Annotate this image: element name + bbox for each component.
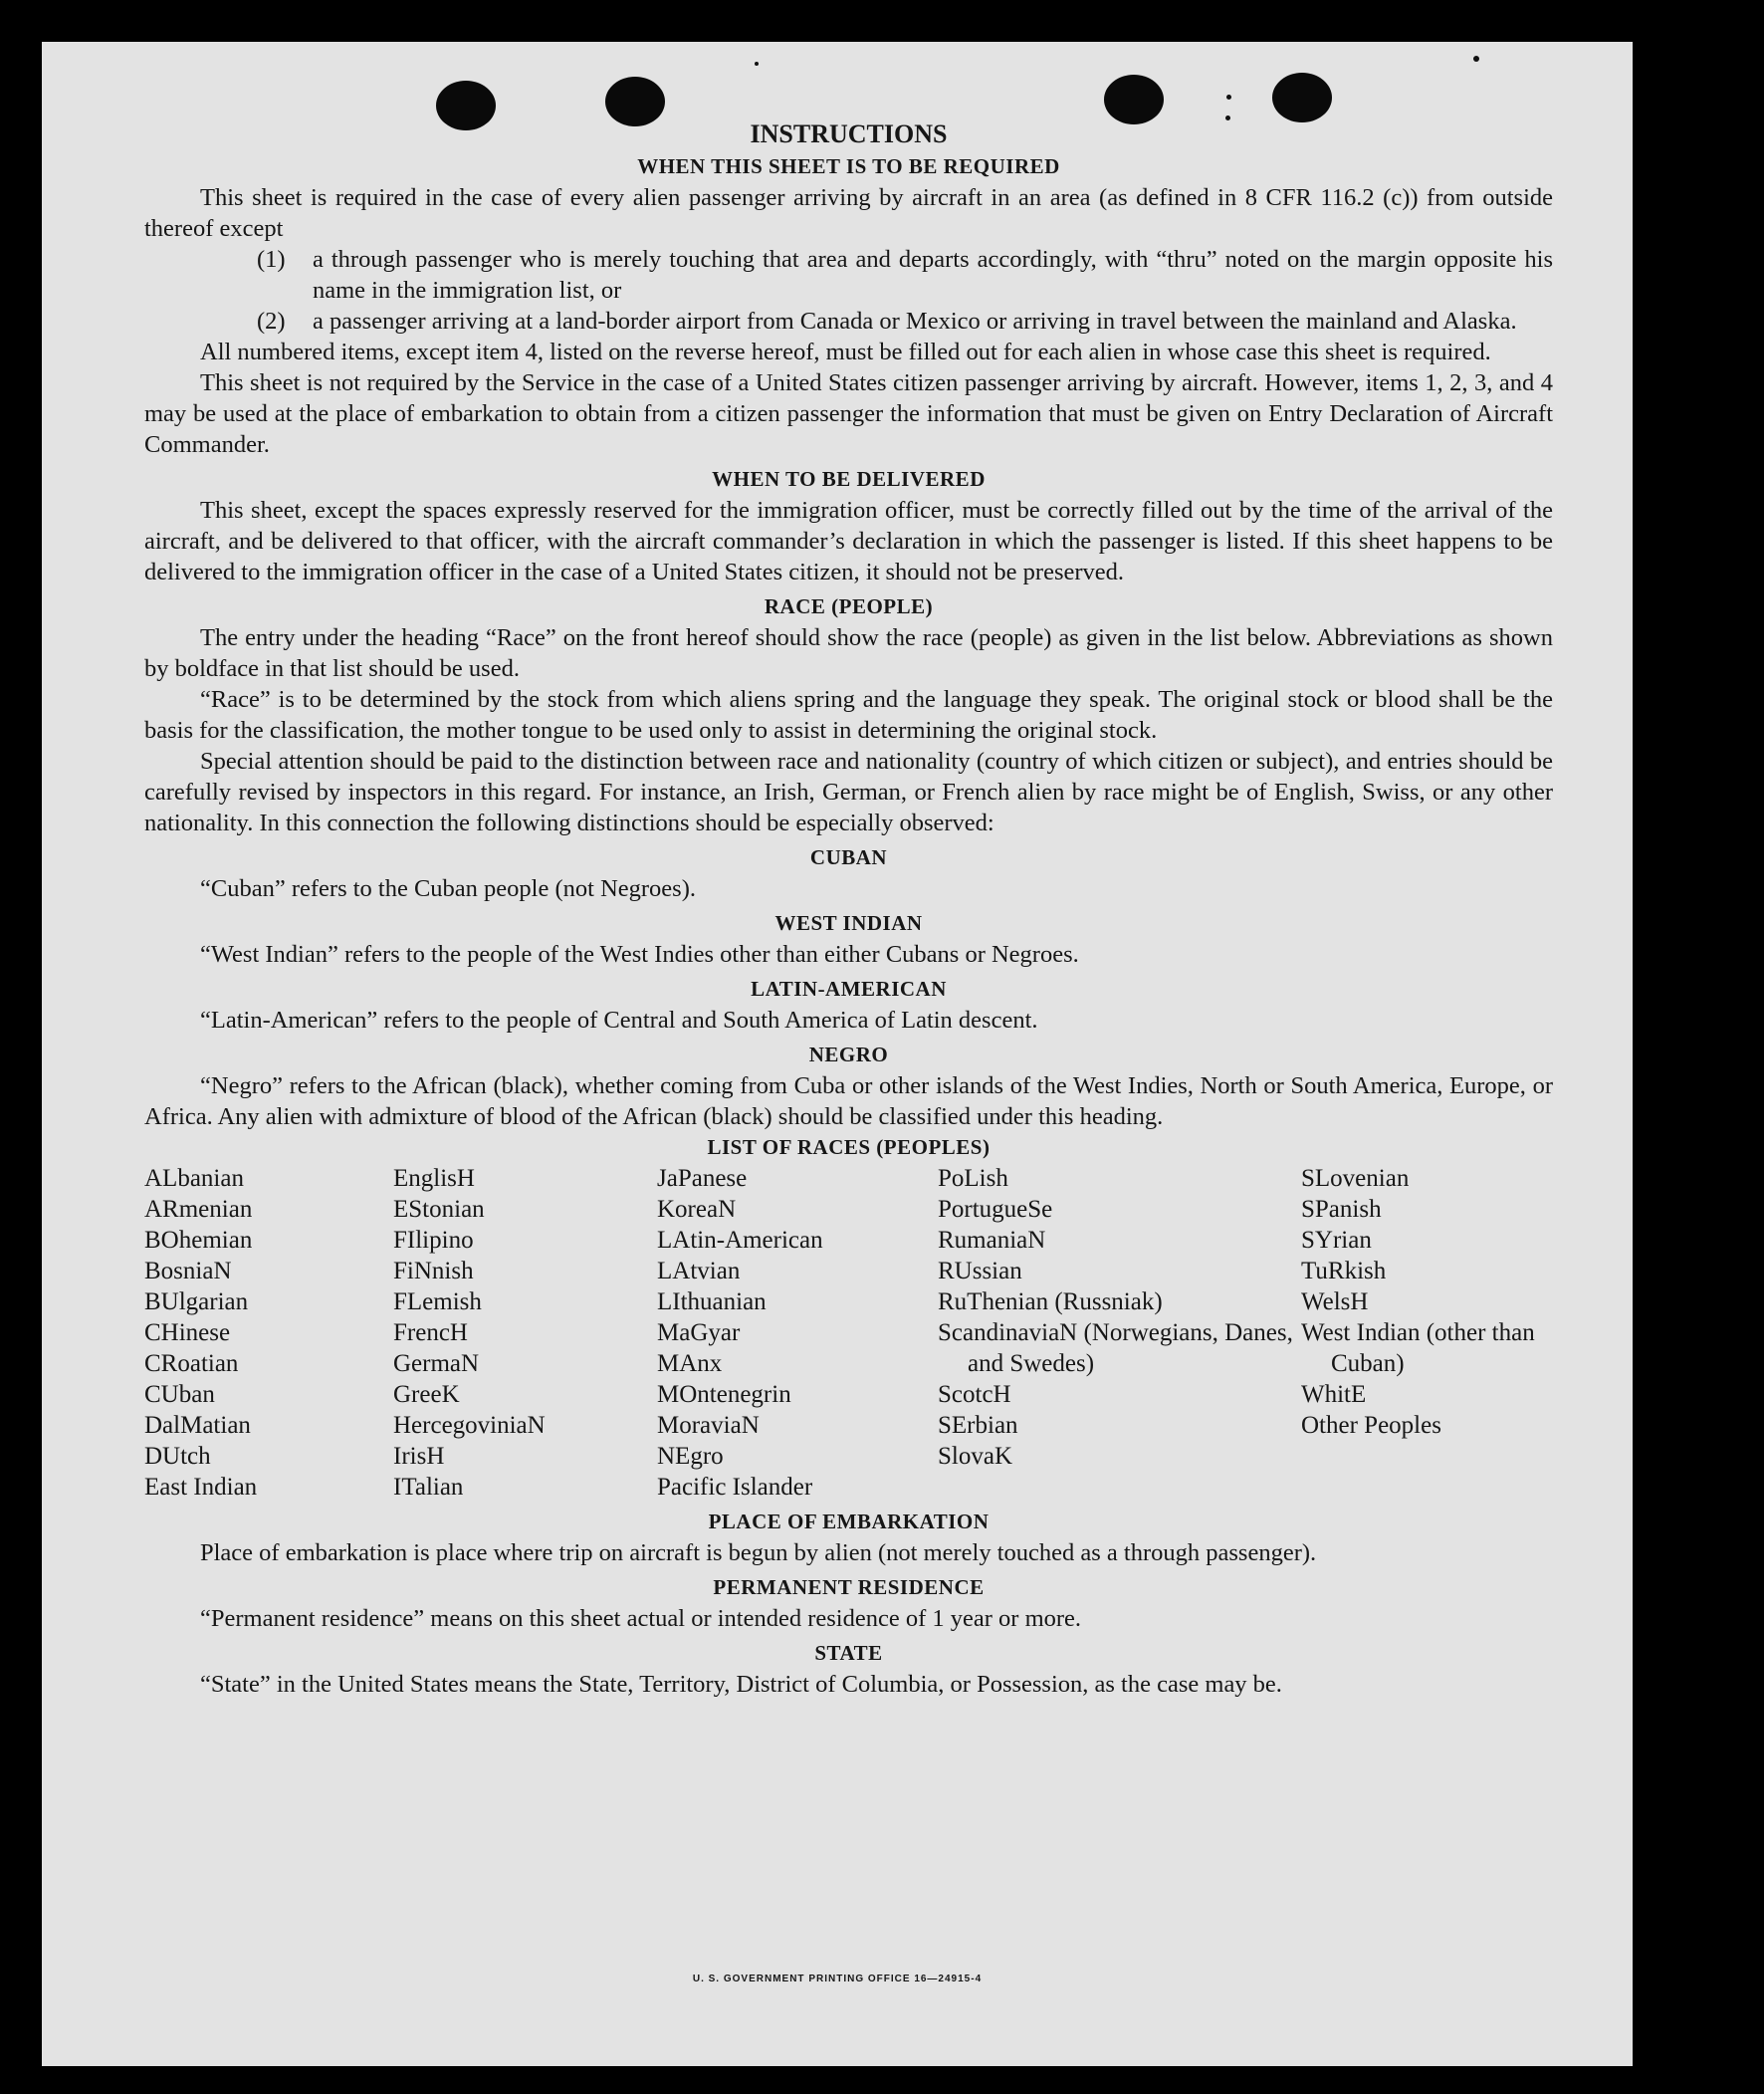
race-entry: CRoatian bbox=[144, 1350, 239, 1377]
section-heading: WHEN THIS SHEET IS TO BE REQUIRED bbox=[637, 154, 1060, 178]
race-entry: BOhemian bbox=[144, 1227, 253, 1254]
race-entry: JaPanese bbox=[657, 1165, 748, 1192]
race-entry: BUlgarian bbox=[144, 1288, 249, 1315]
list-item bbox=[257, 244, 1553, 306]
race-entry: GreeK bbox=[393, 1381, 460, 1408]
paragraph: “Cuban” refers to the Cuban people (not Negroes). bbox=[200, 875, 696, 902]
section-heading: PLACE OF EMBARKATION bbox=[708, 1510, 990, 1533]
race-entry: RUssian bbox=[938, 1258, 1022, 1284]
races-column bbox=[393, 1163, 657, 1503]
section-heading: NEGRO bbox=[808, 1043, 889, 1066]
section-heading: WEST INDIAN bbox=[774, 911, 923, 935]
paragraph: Place of embarkation is place where trip on aircraft is begun by alien (not merely touched as a through passenger). bbox=[200, 1539, 1317, 1566]
race-entry: SErbian bbox=[938, 1412, 1018, 1439]
race-entry: IrisH bbox=[393, 1443, 445, 1470]
section-heading: STATE bbox=[814, 1641, 883, 1665]
section-heading: LATIN-AMERICAN bbox=[751, 977, 947, 1001]
punch-hole bbox=[1272, 73, 1332, 122]
race-entry: FLemish bbox=[393, 1288, 482, 1315]
printer-imprint: U. S. GOVERNMENT PRINTING OFFICE 16—24915-4 bbox=[692, 1974, 983, 1984]
race-entry: MOntenegrin bbox=[657, 1381, 791, 1408]
paragraph: This sheet, except the spaces expressly reserved for the immigration officer, must be correctly filled out by the time of the arrival of the aircraft, and be delivered to that officer, with the aircraft commander’s declaration in which the passenger is listed. If this sheet happens to be delivered to the immigration officer in the case of a United States citizen, it should not be preserved. bbox=[144, 497, 1553, 585]
race-entry: SLovenian bbox=[1301, 1165, 1410, 1192]
race-entry: WhitE bbox=[1301, 1381, 1367, 1408]
race-entry: GermaN bbox=[393, 1350, 480, 1377]
section-heading: CUBAN bbox=[809, 845, 888, 869]
race-entry: WelsH bbox=[1301, 1288, 1369, 1315]
item-number: (1) bbox=[257, 246, 286, 273]
speck bbox=[755, 62, 759, 66]
paragraph: “State” in the United States means the State, Territory, District of Columbia, or Possession, as the case may be. bbox=[200, 1671, 1282, 1698]
races-column bbox=[144, 1163, 393, 1503]
paragraph: This sheet is not required by the Service in the case of a United States citizen passenger arriving by aircraft. However, items 1, 2, 3, and 4 may be used at the place of embarkation to obtain from a citizen passenger the information that must be given on Entry Declaration of Aircraft Commander. bbox=[144, 369, 1553, 458]
race-entry: ARmenian bbox=[144, 1196, 253, 1223]
race-entry: ITalian bbox=[393, 1474, 464, 1501]
race-entry: ALbanian bbox=[144, 1165, 244, 1192]
race-entry: Other Peoples bbox=[1301, 1412, 1441, 1439]
race-entry: PoLish bbox=[938, 1165, 1008, 1192]
race-entry: NEgro bbox=[657, 1443, 724, 1470]
race-entry: LAtvian bbox=[657, 1258, 741, 1284]
speck bbox=[1473, 56, 1479, 62]
race-entry: SlovaK bbox=[938, 1443, 1012, 1470]
race-entry: CUban bbox=[144, 1381, 215, 1408]
section-heading: WHEN TO BE DELIVERED bbox=[712, 467, 986, 491]
race-entry: ScandinaviaN (Norwegians, Danes, and Swedes) bbox=[938, 1319, 1293, 1377]
paragraph: “Race” is to be determined by the stock from which aliens spring and the language they speak. The original stock or blood shall be the basis for the classification, the mother tongue to be used only to assist in determining the original stock. bbox=[144, 686, 1553, 744]
race-entry: HercegoviniaN bbox=[393, 1412, 546, 1439]
document-sheet bbox=[42, 42, 1633, 2066]
race-entry: MoraviaN bbox=[657, 1412, 760, 1439]
race-entry: West Indian (other than Cuban) bbox=[1301, 1319, 1535, 1377]
race-entry: ScotcH bbox=[938, 1381, 1011, 1408]
paragraph: “Latin-American” refers to the people of Central and South America of Latin descent. bbox=[200, 1007, 1038, 1034]
speck bbox=[1226, 95, 1231, 100]
race-entry: FIlipino bbox=[393, 1227, 474, 1254]
race-entry: DUtch bbox=[144, 1443, 211, 1470]
race-entry: EStonian bbox=[393, 1196, 485, 1223]
section-heading: LIST OF RACES (PEOPLES) bbox=[707, 1135, 991, 1159]
race-entry: Pacific Islander bbox=[657, 1474, 813, 1501]
paragraph: “Negro” refers to the African (black), whether coming from Cuba or other islands of the West Indies, North or South America, Europe, or Africa. Any alien with admixture of blood of the African (black) should be classified under this heading. bbox=[144, 1072, 1553, 1130]
race-entry: SYrian bbox=[1301, 1227, 1372, 1254]
race-entry: FiNnish bbox=[393, 1258, 474, 1284]
instructions-content bbox=[144, 119, 1553, 1700]
races-column bbox=[1301, 1163, 1553, 1503]
paragraph: “West Indian” refers to the people of the West Indies other than either Cubans or Negroes. bbox=[200, 941, 1079, 968]
race-entry: MaGyar bbox=[657, 1319, 741, 1346]
race-entry: SPanish bbox=[1301, 1196, 1382, 1223]
item-text: a passenger arriving at a land-border airport from Canada or Mexico or arriving in travel between the mainland and Alaska. bbox=[313, 308, 1517, 335]
race-entry: PortugueSe bbox=[938, 1196, 1053, 1223]
section-heading: PERMANENT RESIDENCE bbox=[713, 1575, 985, 1599]
races-column bbox=[657, 1163, 938, 1503]
paragraph: The entry under the heading “Race” on the front hereof should show the race (people) as given in the list below. Abbreviations as shown by boldface in that list should be used. bbox=[144, 624, 1553, 682]
races-column bbox=[938, 1163, 1301, 1503]
race-entry: BosniaN bbox=[144, 1258, 232, 1284]
paragraph: “Permanent residence” means on this sheet actual or intended residence of 1 year or more. bbox=[200, 1605, 1082, 1632]
race-entry: RuThenian (Russniak) bbox=[938, 1288, 1163, 1315]
race-entry: DalMatian bbox=[144, 1412, 251, 1439]
paragraph: This sheet is required in the case of every alien passenger arriving by aircraft in an area (as defined in 8 CFR 116.2 (c)) from outside thereof except bbox=[144, 184, 1553, 242]
race-entry: MAnx bbox=[657, 1350, 723, 1377]
race-entry: CHinese bbox=[144, 1319, 231, 1346]
section-heading: RACE (PEOPLE) bbox=[764, 594, 934, 618]
list-item bbox=[257, 306, 1553, 337]
paragraph: All numbered items, except item 4, listed on the reverse hereof, must be filled out for each alien in whose case this sheet is required. bbox=[200, 339, 1491, 365]
paragraph: Special attention should be paid to the distinction between race and nationality (country of which citizen or subject), and entries should be carefully revised by inspectors in this regard. For instance, an Irish, German, or French alien by race might be of English, Swiss, or any other nationality. In this connection the following distinctions should be especially observed: bbox=[144, 748, 1553, 836]
race-entry: EnglisH bbox=[393, 1165, 475, 1192]
race-entry: KoreaN bbox=[657, 1196, 737, 1223]
punch-hole bbox=[1104, 75, 1164, 124]
race-entry: FrencH bbox=[393, 1319, 468, 1346]
race-entry: TuRkish bbox=[1301, 1258, 1387, 1284]
item-text: a through passenger who is merely touching that area and departs accordingly, with “thru” noted on the margin opposite his name in the immigration list, or bbox=[313, 246, 1553, 304]
race-entry: RumaniaN bbox=[938, 1227, 1046, 1254]
race-entry: LIthuanian bbox=[657, 1288, 767, 1315]
race-entry: LAtin-American bbox=[657, 1227, 823, 1254]
race-entry: East Indian bbox=[144, 1474, 258, 1501]
races-list bbox=[144, 1163, 1553, 1503]
page-title: INSTRUCTIONS bbox=[750, 119, 948, 148]
item-number: (2) bbox=[257, 308, 286, 335]
